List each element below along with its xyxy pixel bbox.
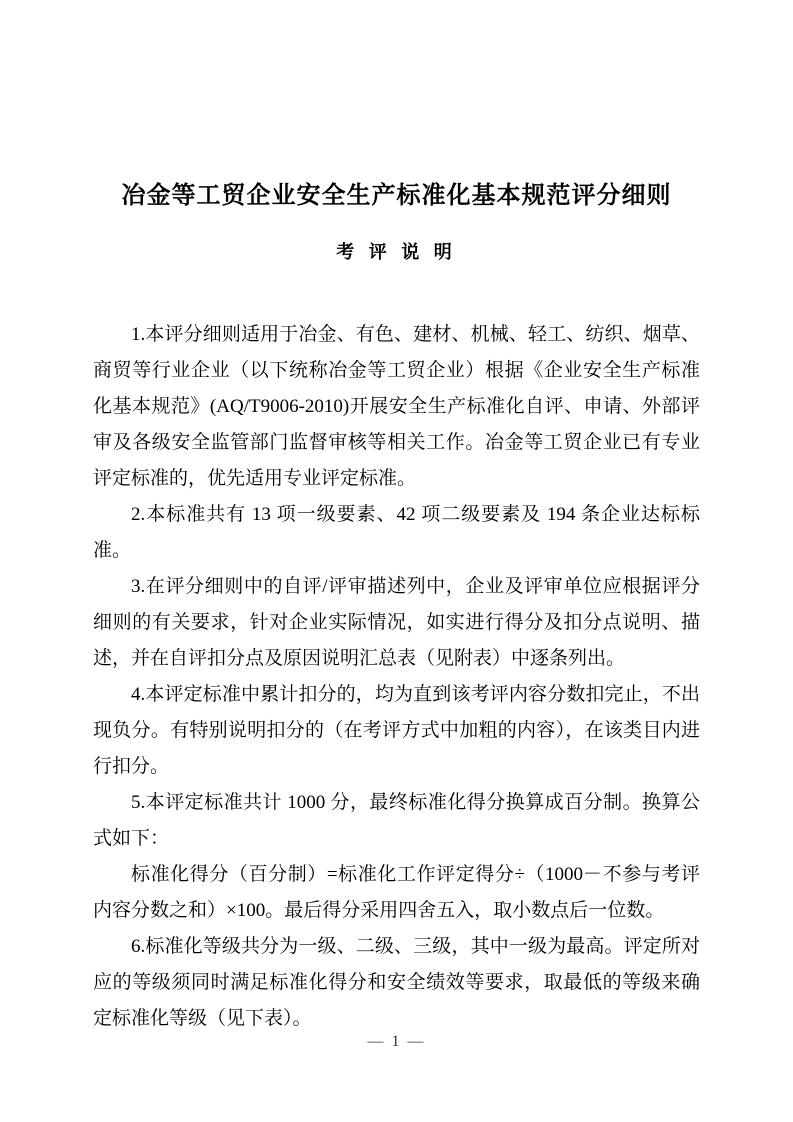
paragraph-4: 4.本评定标准中累计扣分的，均为直到该考评内容分数扣完止，不出现负分。有特别说明扣分的（在考评方式中加粗的内容），在该类目内进行扣分。 (93, 684, 700, 777)
paragraph-7: 6.标准化等级共分为一级、二级、三级，其中一级为最高。评定所对应的等级须同时满足标准化得分和安全绩效等要求，取最低的等级来确定标准化等级（见下表）。 (93, 936, 700, 1029)
section-heading: 考 评 说 明 (336, 242, 457, 262)
paragraph-6-formula: 标准化得分（百分制）=标准化工作评定得分÷（1000－不参与考评内容分数之和）×100。最后得分采用四舍五入，取小数点后一位数。 (93, 864, 700, 921)
paragraph-1: 1.本评分细则适用于冶金、有色、建材、机械、轻工、纺织、烟草、商贸等行业企业（以下统称冶金等工贸企业）根据《企业安全生产标准化基本规范》(AQ/T9006-2010)开展安全生产标准化自评、申请、外部评审及各级安全监管部门监督审核等相关工作。冶金等工贸企业已有专业评定标准的，优先适用专业评定标准。 (93, 324, 700, 489)
page-footer (0, 1032, 793, 1052)
paragraph-3: 3.在评分细则中的自评/评审描述列中，企业及评审单位应根据评分细则的有关要求，针对企业实际情况，如实进行得分及扣分点说明、描述，并在自评扣分点及原因说明汇总表（见附表）中逐条列出。 (93, 576, 700, 669)
paragraph-2: 2.本标准共有 13 项一级要素、42 项二级要素及 194 条企业达标标准。 (93, 504, 700, 561)
paragraph-5: 5.本评定标准共计 1000 分，最终标准化得分换算成百分制。换算公式如下： (93, 792, 700, 849)
document-body (93, 317, 700, 1037)
page-number: — 1 — (367, 1033, 426, 1050)
document-title: 冶金等工贸企业安全生产标准化基本规范评分细则 (121, 183, 672, 209)
